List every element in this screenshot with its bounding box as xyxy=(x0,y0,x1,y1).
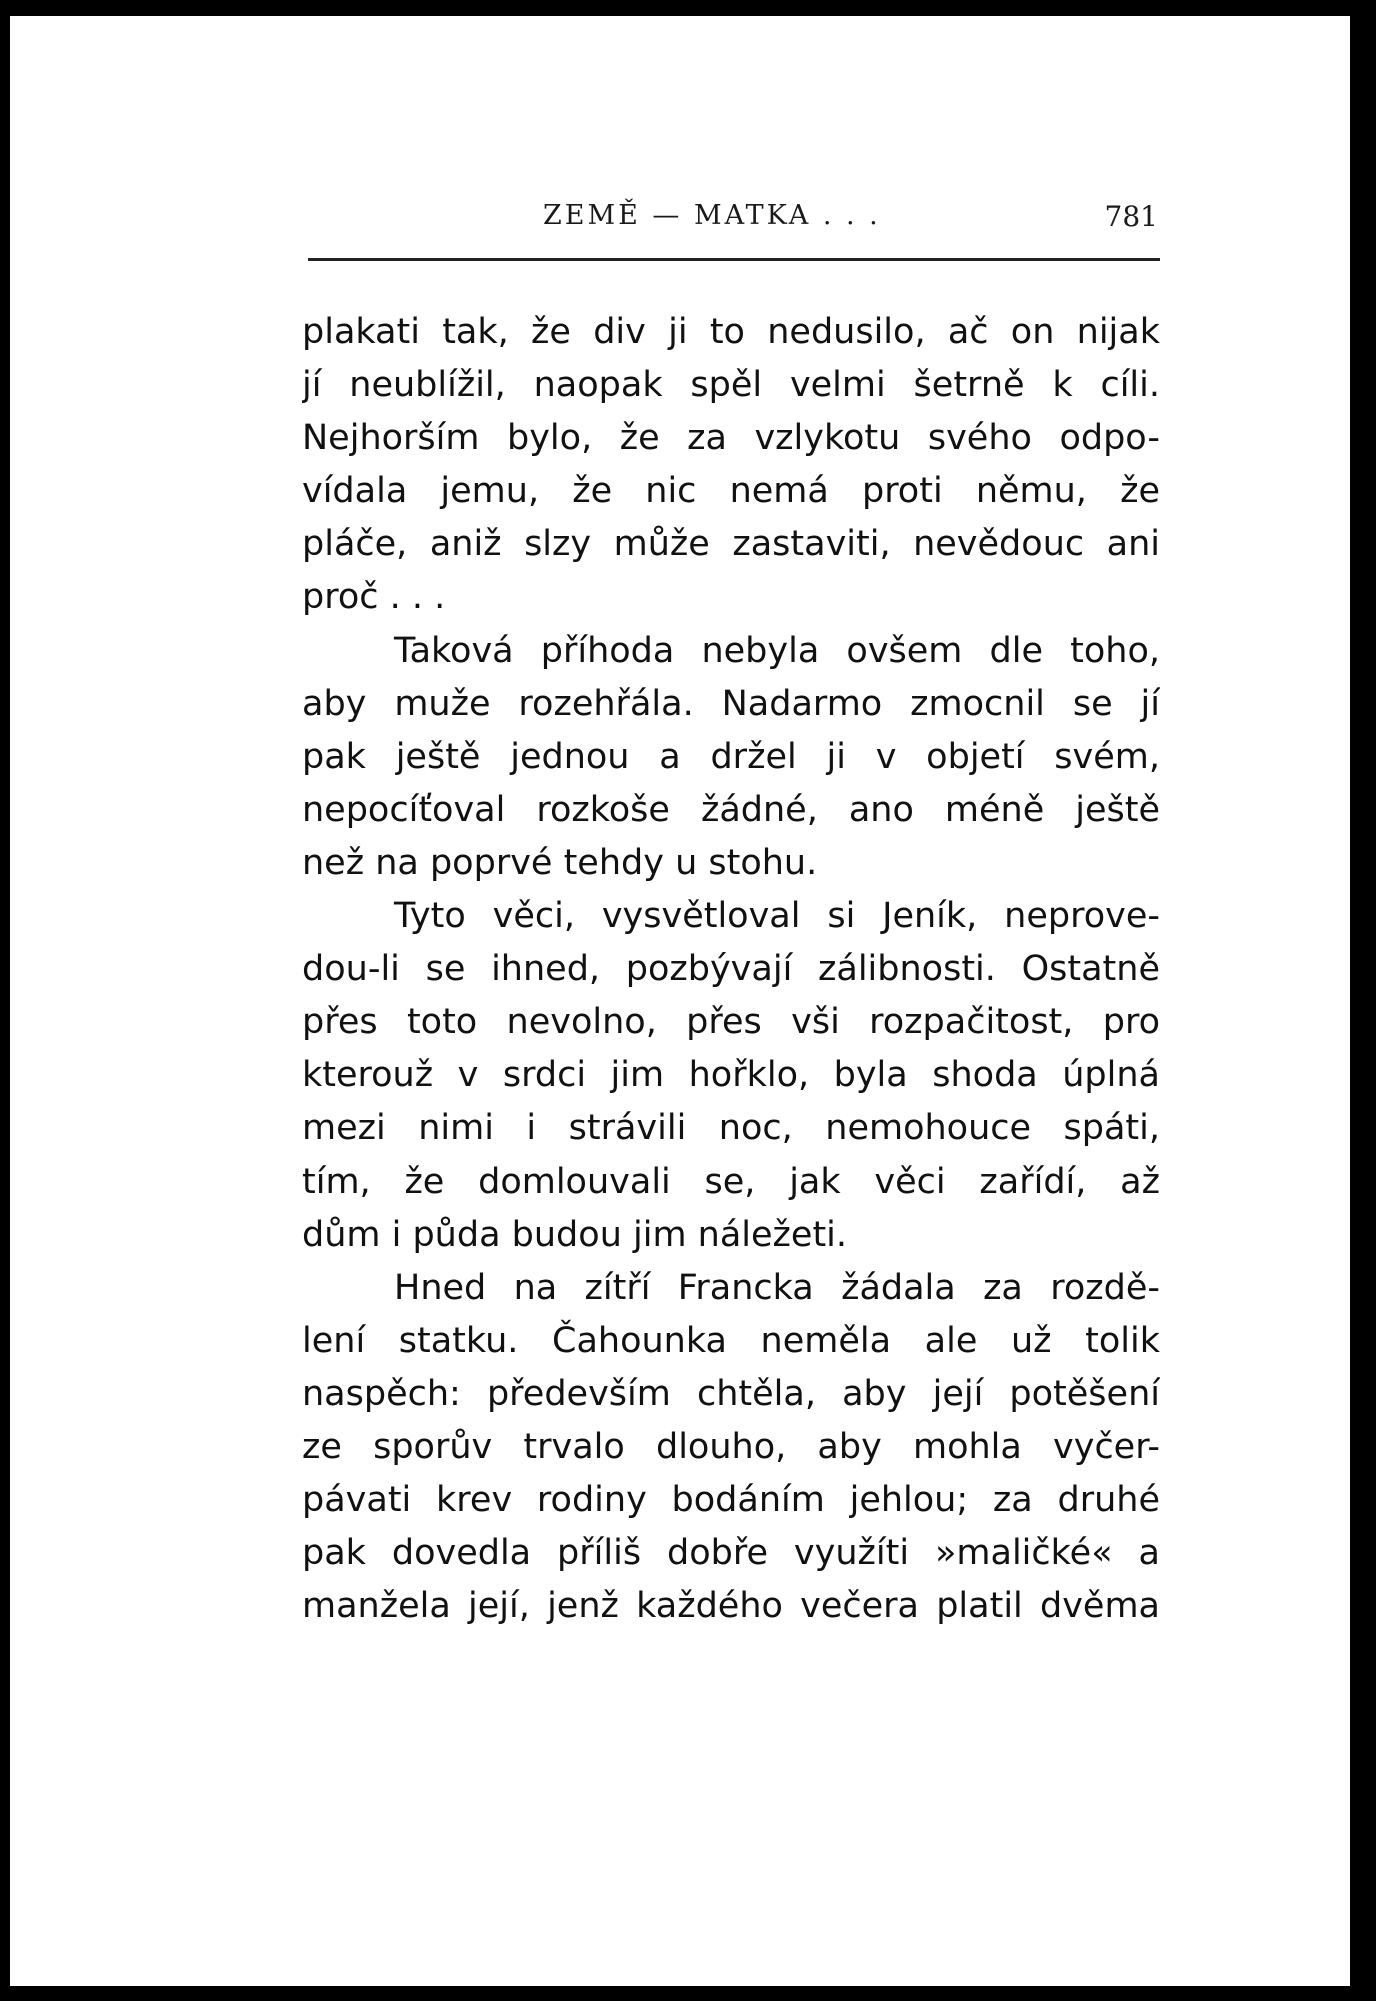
text-line: aby muže rozehřála. Nadarmo zmocnil se jí xyxy=(302,683,1160,724)
text-line: lení statku. Čahounka neměla ale už tolik xyxy=(302,1320,1160,1361)
text-line: proč . . . xyxy=(302,577,446,618)
text-line: Tyto věci, vysvětloval si Jeník, neprove- xyxy=(394,896,1160,937)
text-line: naspěch: především chtěla, aby její potěšení xyxy=(302,1373,1160,1414)
scan-border-top xyxy=(0,0,1376,16)
page-number: 781 xyxy=(1104,200,1158,233)
scan-border-bottom xyxy=(0,1987,1376,2001)
text-line: plakati tak, že div ji to nedusilo, ač on nijak xyxy=(302,312,1160,352)
text-line: manžela její, jenž každého večera platil dvěma xyxy=(302,1586,1160,1627)
text-line: mezi nimi i strávili noc, nemohouce spáti, xyxy=(302,1108,1160,1149)
running-title: ZEMĚ — MATKA . . . xyxy=(543,200,881,231)
text-line: pak ještě jednou a držel ji v objetí svém, xyxy=(302,736,1160,777)
header-rule xyxy=(308,258,1160,261)
text-line: než na poprvé tehdy u stohu. xyxy=(302,842,818,883)
text-line: vídala jemu, že nic nemá proti němu, že xyxy=(302,471,1160,512)
text-line: nepocíťoval rozkoše žádné, ano méně ještě xyxy=(302,789,1160,830)
page-header xyxy=(308,200,1158,246)
text-line: Taková příhoda nebyla ovšem dle toho, xyxy=(394,630,1160,671)
text-line: dům i půda budou jim náležeti. xyxy=(302,1214,848,1255)
body-text xyxy=(302,306,1160,1633)
text-line: ze sporův trvalo dlouho, aby mohla vyčer- xyxy=(302,1426,1160,1467)
scan-border-left xyxy=(0,0,10,2001)
text-line: pak dovedla příliš dobře využíti »maličké« a xyxy=(302,1533,1160,1574)
text-line: přes toto nevolno, přes vši rozpačitost, pro xyxy=(302,1002,1160,1043)
text-line: pávati krev rodiny bodáním jehlou; za druhé xyxy=(302,1480,1160,1521)
text-line: jí neublížil, naopak spěl velmi šetrně k cíli. xyxy=(302,365,1160,406)
text-line: kterouž v srdci jim hořklo, byla shoda úplná xyxy=(302,1055,1160,1096)
scan-border-right xyxy=(1350,0,1376,2001)
text-line: tím, že domlouvali se, jak věci zařídí, až xyxy=(302,1161,1160,1202)
text-line: Nejhorším bylo, že za vzlykotu svého odpo- xyxy=(302,418,1160,459)
text-line: pláče, aniž slzy může zastaviti, nevědouc ani xyxy=(302,524,1160,565)
text-line: Hned na zítří Francka žádala za rozdě- xyxy=(394,1267,1160,1308)
text-line: dou-li se ihned, pozbývají zálibnosti. Ostatně xyxy=(302,949,1160,990)
